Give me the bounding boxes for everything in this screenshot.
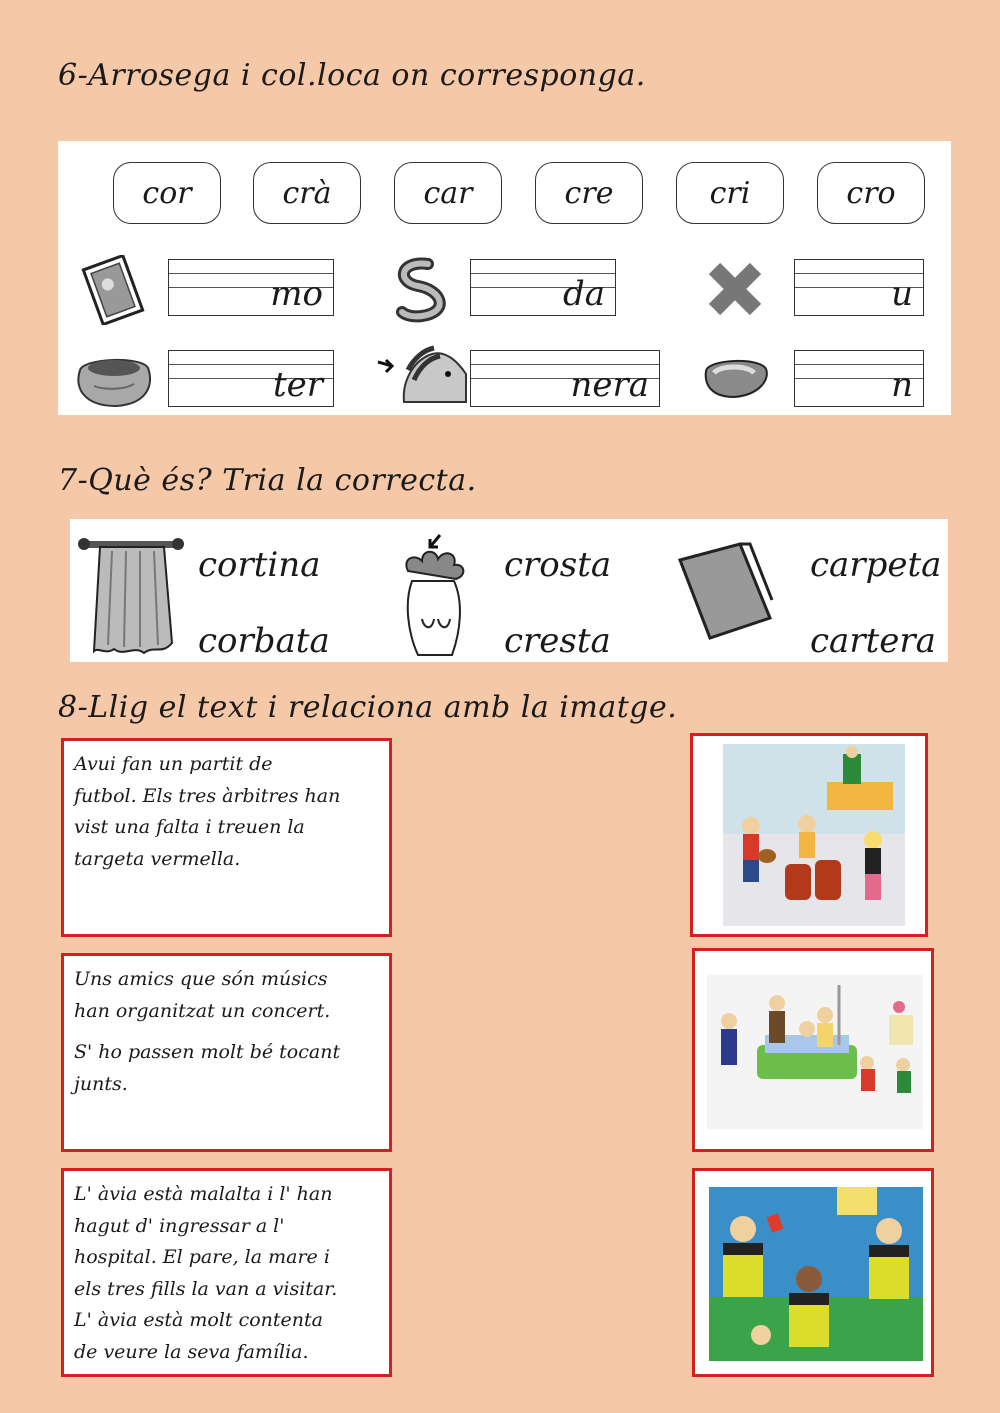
text-line: targeta vermella. <box>74 847 241 870</box>
option-crosta[interactable]: crosta <box>504 545 612 585</box>
answer-slot-da[interactable] <box>470 259 616 316</box>
rooster-crest-icon <box>394 533 480 657</box>
curtain-icon <box>78 535 184 659</box>
syllable-chip-cri[interactable]: cri <box>676 162 784 224</box>
slot-suffix: ter <box>272 365 323 405</box>
text-line: Uns amics que són músics <box>74 968 328 990</box>
text-line: els tres fills la van a visitar. <box>74 1277 338 1300</box>
option-cartera[interactable]: cartera <box>810 621 936 661</box>
syllable-chip-cor[interactable]: cor <box>113 162 221 224</box>
picture-frame-icon <box>78 255 148 325</box>
image-card-football[interactable] <box>692 1168 934 1377</box>
drop-zone[interactable] <box>177 359 247 397</box>
crater-icon <box>74 350 154 410</box>
option-cortina[interactable]: cortina <box>198 545 321 585</box>
syllable-chip-cre[interactable]: cre <box>535 162 643 224</box>
text-card-hospital[interactable] <box>61 1168 392 1377</box>
folder-icon <box>676 538 776 644</box>
text-line: vist una falta i treuen la <box>74 816 305 838</box>
answer-slot-nera[interactable] <box>470 350 660 407</box>
image-card-hospital[interactable] <box>692 948 934 1152</box>
answer-slot-u[interactable] <box>794 259 924 316</box>
section-8-heading: 8-Llig el text i relaciona amb la imatge. <box>58 690 678 725</box>
music-concert-toys-image <box>723 744 905 926</box>
drop-zone[interactable] <box>479 359 549 397</box>
football-referees-toys-image <box>709 1187 923 1361</box>
text-card-concert[interactable] <box>61 953 392 1152</box>
drop-zone[interactable] <box>803 359 873 397</box>
option-carpeta[interactable]: carpeta <box>810 545 942 585</box>
text-line: de veure la seva família. <box>74 1340 309 1363</box>
image-card-concert[interactable] <box>690 733 928 937</box>
text-line: hagut d' ingressar a l' <box>74 1214 285 1237</box>
text-card-football[interactable] <box>61 738 392 937</box>
answer-slot-ter[interactable] <box>168 350 334 407</box>
slot-suffix: u <box>891 274 913 314</box>
slot-suffix: mo <box>270 274 323 314</box>
text-line: junts. <box>74 1072 128 1095</box>
answer-slot-mo[interactable] <box>168 259 334 316</box>
syllable-chip-cro[interactable]: cro <box>817 162 925 224</box>
option-corbata[interactable]: corbata <box>198 621 330 661</box>
hospital-visit-toys-image <box>707 975 923 1129</box>
drop-zone[interactable] <box>177 268 247 306</box>
rope-icon <box>390 254 462 326</box>
section-7-heading: 7-Què és? Tria la correcta. <box>58 463 477 498</box>
option-cresta[interactable]: cresta <box>504 621 611 661</box>
section-6-heading: 6-Arrosega i col.loca on corresponga. <box>58 58 646 93</box>
drop-zone[interactable] <box>803 268 873 306</box>
cross-icon <box>700 258 770 320</box>
text-line: L' àvia està malalta i l' han <box>74 1183 333 1205</box>
text-line: L' àvia està molt contenta <box>74 1309 323 1331</box>
answer-slot-n[interactable] <box>794 350 924 407</box>
text-line: Avui fan un partit de <box>74 753 273 775</box>
slot-suffix: n <box>891 365 913 405</box>
meat-steak-icon <box>700 355 772 401</box>
drop-zone[interactable] <box>479 268 549 306</box>
text-line: S' ho passen molt bé tocant <box>74 1041 341 1063</box>
horse-mane-icon <box>374 340 470 408</box>
text-line: hospital. El pare, la mare i <box>74 1246 330 1268</box>
slot-suffix: nera <box>570 365 649 405</box>
slot-suffix: da <box>562 274 605 314</box>
text-line: han organitzat un concert. <box>74 999 331 1022</box>
syllable-chip-car[interactable]: car <box>394 162 502 224</box>
syllable-chip-cra[interactable]: crà <box>253 162 361 224</box>
text-line: futbol. Els tres àrbitres han <box>74 784 341 807</box>
